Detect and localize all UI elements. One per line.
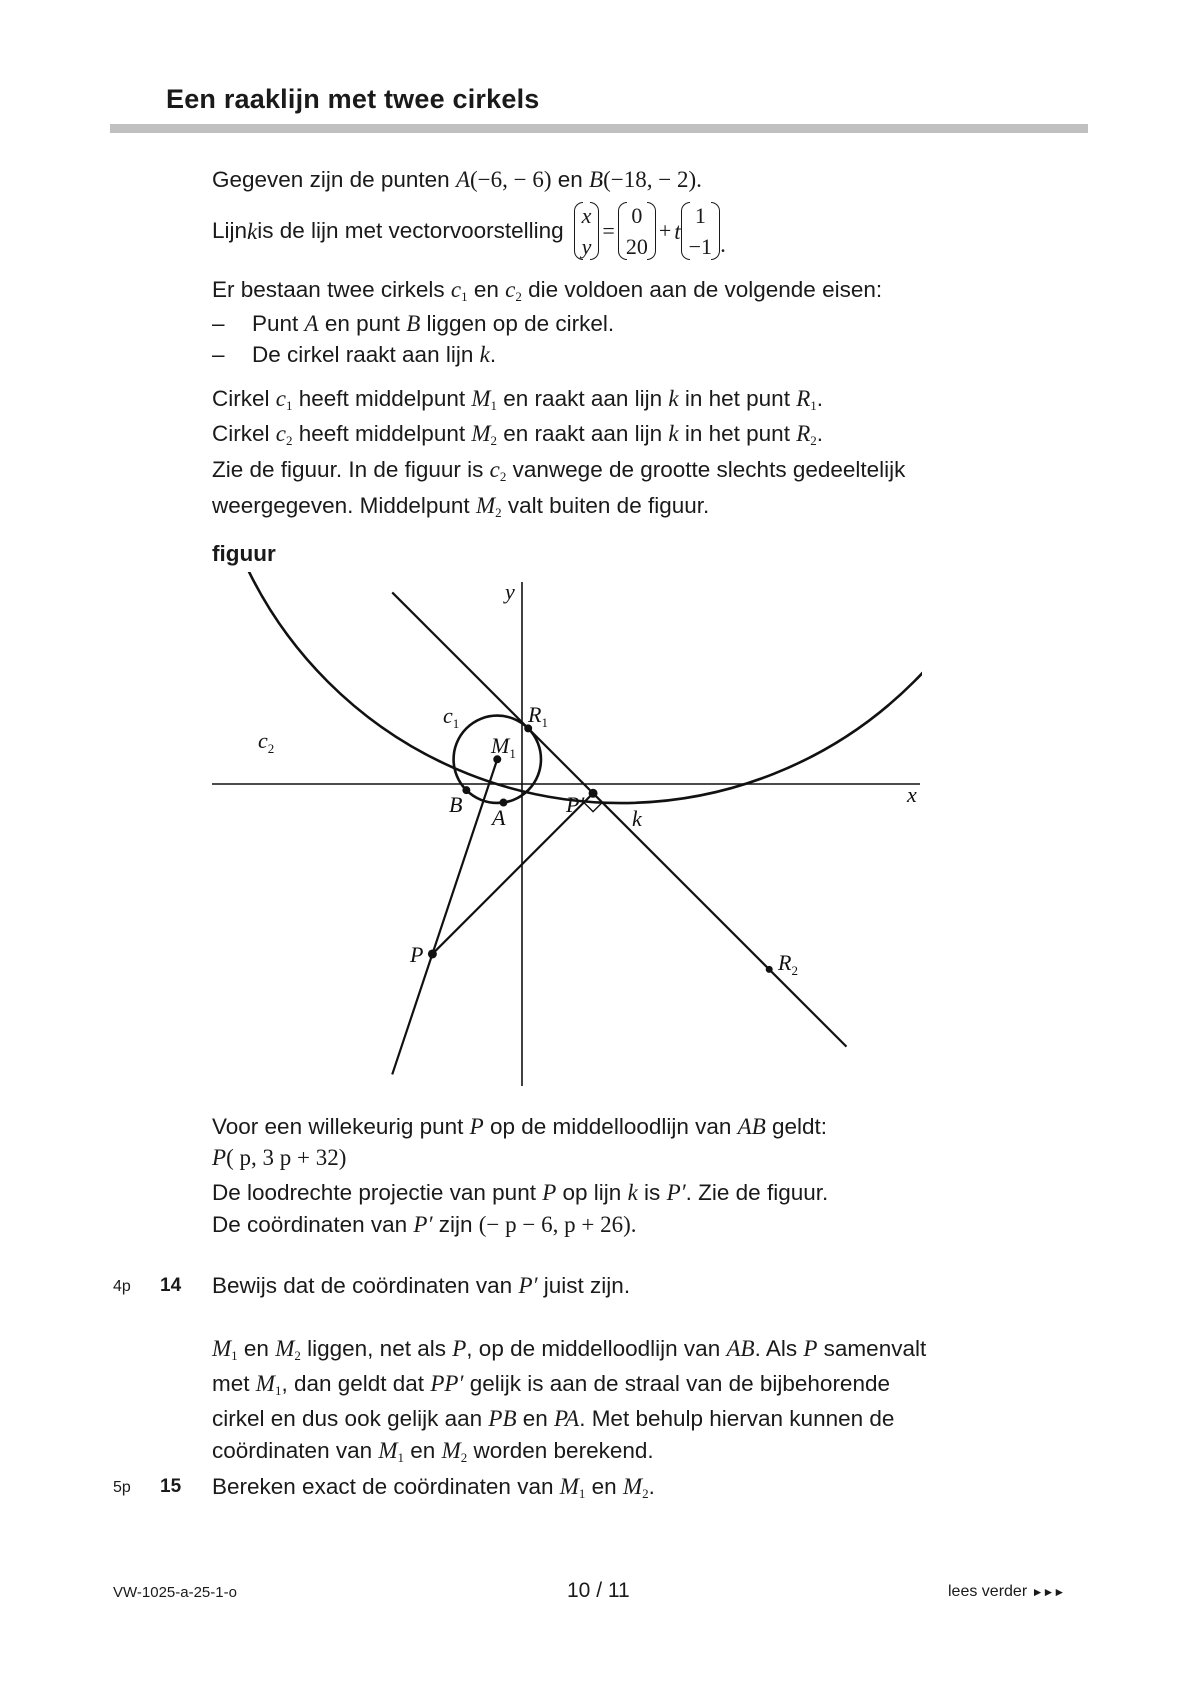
intro-line-3: Er bestaan twee cirkels $c_1$ en $c_2$ die voldoen aan de volgende eisen: — [212, 277, 883, 304]
label-k: k — [632, 806, 642, 831]
requirement-item: – De cirkel raakt aan lijn k. — [212, 342, 497, 367]
question-number: 15 — [160, 1476, 182, 1497]
label-M1: $M_1$ — [491, 733, 516, 761]
intro-line-6: Zie de figuur. In de figuur is $c_2$ vanwege de grootte slechts gedeeltelijk — [212, 457, 906, 484]
question-number: 14 — [160, 1275, 182, 1296]
intro-line-4: Cirkel $c_1$ heeft middelpunt $M_1$ en raakt aan lijn k in het punt $R_1$. — [212, 386, 824, 413]
question-14-text: Bewijs dat de coördinaten van P′ juist zijn. — [212, 1273, 631, 1298]
figure-label: figuur — [212, 541, 276, 566]
intro-line-7: weergegeven. Middelpunt $M_2$ valt buiten de figuur. — [212, 493, 710, 520]
after-figure-line-2: P( p, 3 p + 32) — [212, 1145, 347, 1170]
question-points: 4p — [113, 1278, 131, 1295]
right-angle-marker — [584, 802, 602, 811]
explanation-line-3: cirkel en dus ook gelijk aan PB en PA. Met behulp hiervan kunnen de — [212, 1406, 895, 1431]
question-15-text: Bereken exact de coördinaten van $M_1$ en $M_2$. — [212, 1474, 655, 1501]
footer-exam-code: VW-1025-a-25-1-o — [113, 1584, 237, 1601]
label-P: P — [410, 942, 424, 967]
perpendicular-bisector-AB — [392, 759, 497, 1074]
line-k — [392, 592, 846, 1046]
label-c1: $c_1$ — [443, 703, 460, 731]
point-B — [462, 786, 470, 794]
vector-lhs: x y — [574, 202, 600, 260]
explanation-line-1: $M_1$ en $M_2$ liggen, net als P, op de middelloodlijn van AB. Als P samenvalt — [212, 1336, 927, 1363]
segment-P-Pprime — [432, 793, 593, 954]
label-R2: $R_2$ — [778, 950, 798, 978]
vector-base: 0 20 — [618, 202, 656, 260]
intro-line-5: Cirkel $c_2$ heeft middelpunt $M_2$ en raakt aan lijn k in het punt $R_2$. — [212, 421, 824, 448]
circle-c2 — [206, 0, 1035, 803]
after-figure-line-3: De loodrechte projectie van punt P op lijn k is P′. Zie de figuur. — [212, 1180, 829, 1205]
point-P — [428, 949, 437, 958]
page-title: Een raaklijn met twee cirkels — [166, 84, 540, 114]
label-c2: $c_2$ — [258, 728, 275, 756]
point-Pprime — [589, 789, 598, 798]
label-Pprime: P′ — [566, 792, 585, 817]
label-R1: $R_1$ — [528, 702, 548, 730]
label-y-axis: y — [505, 579, 515, 604]
vector-direction: 1 −1 — [681, 202, 720, 260]
after-figure-line-1: Voor een willekeurig punt P op de middelloodlijn van AB geldt: — [212, 1114, 828, 1139]
explanation-line-4: coördinaten van $M_1$ en $M_2$ worden berekend. — [212, 1438, 654, 1465]
label-A: A — [492, 805, 506, 830]
label-x-axis: x — [907, 782, 917, 807]
after-figure-line-4: De coördinaten van P′ zijn (− p − 6, p + 26). — [212, 1212, 637, 1237]
next-arrows-icon: ►►► — [1031, 1585, 1065, 1599]
intro-line-2: Lijn k is de lijn met vectorvoorstelling x y = 0 20 + t 1 −1 . — [212, 203, 726, 259]
intro-line-1: Gegeven zijn de punten A(−6, − 6) en B(−18, − 2). — [212, 167, 702, 192]
footer-page-number: 10 / 11 — [567, 1579, 630, 1602]
label-B: B — [449, 792, 463, 817]
vector-equation: x y = 0 20 + t 1 −1 . — [574, 202, 726, 260]
requirement-item: – Punt A en punt B liggen op de cirkel. — [212, 311, 615, 336]
question-points: 5p — [113, 1479, 131, 1496]
footer-continue: lees verder ►►► — [948, 1583, 1065, 1600]
point-R2 — [766, 966, 773, 973]
explanation-line-2: met $M_1$, dan geldt dat PP′ gelijk is aan de straal van de bijbehorende — [212, 1371, 890, 1398]
